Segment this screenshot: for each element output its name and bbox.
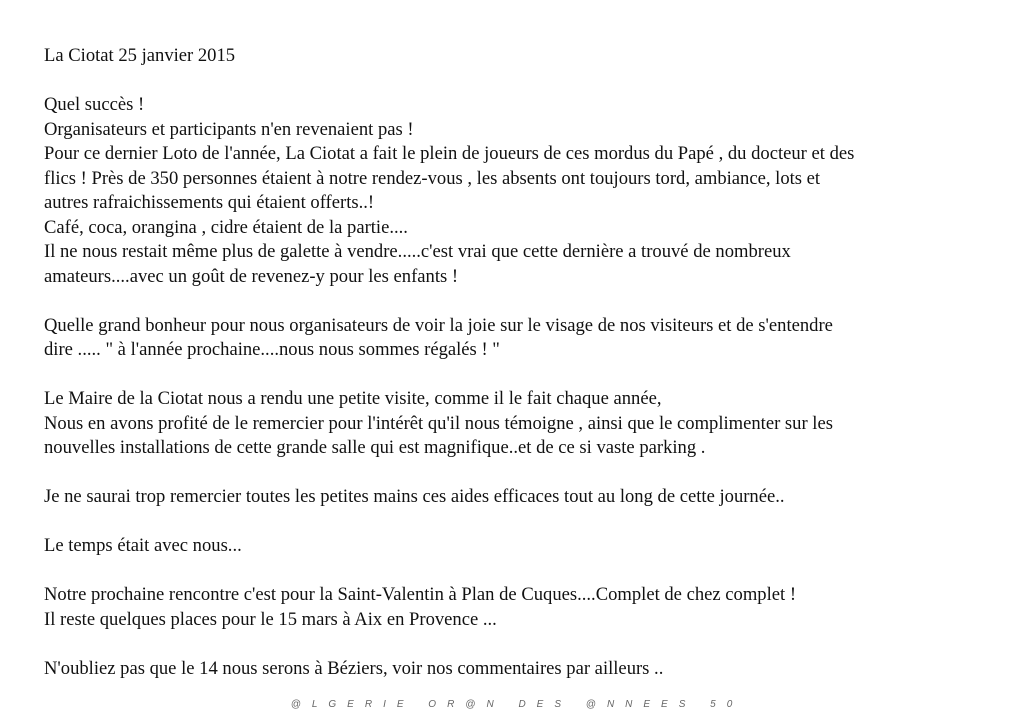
blank-line <box>44 69 994 94</box>
document-body <box>44 44 994 681</box>
blank-line <box>44 461 994 486</box>
text-line: dire ..... " à l'année prochaine....nous nous sommes régalés ! " <box>44 339 500 360</box>
text-line: Il reste quelques places pour le 15 mars à Aix en Provence ... <box>44 608 497 630</box>
text-line: Nous en avons profité de le remercier pour l'intérêt qu'il nous témoigne , ainsi que le complimenter sur les <box>44 412 833 434</box>
text-line: Le temps était avec nous... <box>44 535 242 556</box>
text-line: Le Maire de la Ciotat nous a rendu une petite visite, comme il le fait chaque année, <box>44 388 662 409</box>
text-line: autres rafraichissements qui étaient offerts..! <box>44 192 375 213</box>
document-paragraphs <box>44 93 994 681</box>
blank-line <box>44 363 994 388</box>
footer-watermark: @LGERIE OR@N DES @NNEES 50 <box>290 699 744 710</box>
text-line: nouvelles installations de cette grande salle qui est magnifique..et de ce si vaste parking . <box>44 437 706 458</box>
text-line: Quel succès ! <box>44 94 145 115</box>
text-line: Notre prochaine rencontre c'est pour la Saint-Valentin à Plan de Cuques....Complet de chez complet ! <box>44 584 797 605</box>
text-line: Pour ce dernier Loto de l'année, La Ciotat a fait le plein de joueurs de ces mordus du Papé , du docteur et des <box>44 143 855 164</box>
text-line: Je ne saurai trop remercier toutes les petites mains ces aides efficaces tout au long de cette journée.. <box>44 486 785 507</box>
text-line: Café, coca, orangina , cidre étaient de la partie.... <box>44 216 408 238</box>
blank-line <box>44 289 994 314</box>
text-line: amateurs....avec un goût de revenez-y pour les enfants ! <box>44 265 459 287</box>
blank-line <box>44 559 994 584</box>
document-heading: La Ciotat 25 janvier 2015 <box>44 45 236 66</box>
text-line: Organisateurs et participants n'en revenaient pas ! <box>44 118 414 140</box>
text-line: Quelle grand bonheur pour nous organisateurs de voir la joie sur le visage de nos visiteurs et de s'entendre <box>44 314 833 336</box>
text-line: flics ! Près de 350 personnes étaient à notre rendez-vous , les absents ont toujours tord, ambiance, lots et <box>44 167 821 189</box>
blank-line <box>44 632 994 657</box>
text-line: N'oubliez pas que le 14 nous serons à Béziers, voir nos commentaires par ailleurs .. <box>44 657 664 679</box>
blank-line <box>44 510 994 535</box>
text-line: Il ne nous restait même plus de galette à vendre.....c'est vrai que cette dernière a trouvé de nombreux <box>44 241 791 262</box>
